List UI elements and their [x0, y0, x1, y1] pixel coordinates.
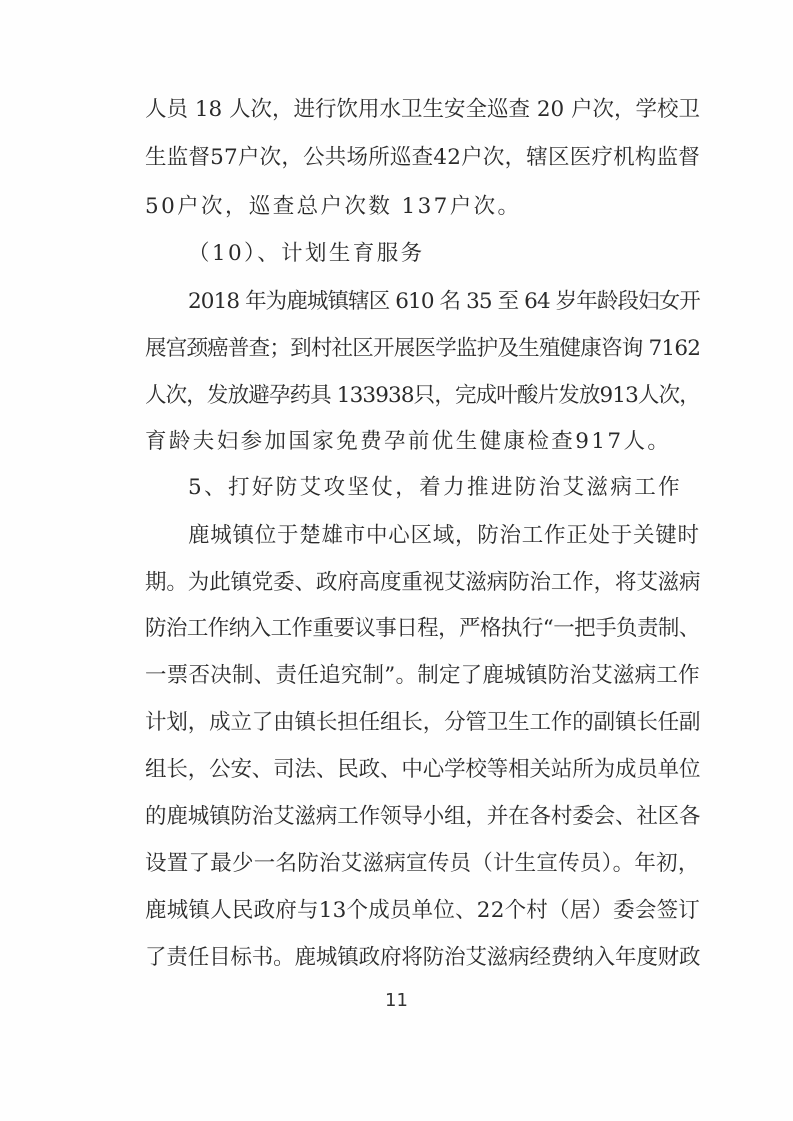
- text-line: 人次，发放避孕药具 133938只，完成叶酸片发放913人次，: [145, 383, 700, 408]
- text-line: 计划，成立了由镇长担任组长，分管卫生工作的副镇长任副: [145, 710, 701, 735]
- text-line: 育龄夫妇参加国家免费孕前优生健康检查917人。: [145, 429, 672, 454]
- text-line: 防治工作纳入工作重要议事日程，严格执行“一把手负责制、: [145, 616, 700, 641]
- text-line: 了责任目标书。鹿城镇政府将防治艾滋病经费纳入年度财政: [145, 945, 701, 970]
- text-line: 的鹿城镇防治艾滋病工作领导小组，并在各村委会、社区各: [145, 804, 701, 829]
- text-line: 展宫颈癌普查；到村社区开展医学监护及生殖健康咨询 7162: [145, 336, 701, 361]
- text-line: 鹿城镇位于楚雄市中心区域，防治工作正处于关键时: [188, 523, 700, 548]
- text-line: 设置了最少一名防治艾滋病宣传员（计生宣传员）。年初，: [145, 851, 700, 876]
- section-heading: （10）、计划生育服务: [188, 241, 425, 266]
- page-number: 11: [385, 990, 408, 1011]
- text-line: 鹿城镇人民政府与13个成员单位、22个村（居）委会签订: [145, 898, 701, 923]
- text-line: 组长，公安、司法、民政、中心学校等相关站所为成员单位: [145, 757, 701, 782]
- text-line: 人员 18 人次，进行饮用水卫生安全巡查 20 户次，学校卫: [145, 97, 701, 122]
- text-line: 期。为此镇党委、政府高度重视艾滋病防治工作，将艾滋病: [145, 570, 701, 595]
- text-line: 一票否决制、责任追究制”。制定了鹿城镇防治艾滋病工作: [145, 663, 700, 688]
- text-line: 2018 年为鹿城镇辖区 610 名 35 至 64 岁年龄段妇女开: [188, 289, 700, 314]
- text-line: 50户次，巡查总户次数 137户次。: [145, 194, 522, 219]
- section-heading: 5、打好防艾攻坚仗，着力推进防治艾滋病工作: [188, 475, 683, 500]
- text-line: 生监督57户次，公共场所巡查42户次，辖区医疗机构监督: [145, 145, 701, 170]
